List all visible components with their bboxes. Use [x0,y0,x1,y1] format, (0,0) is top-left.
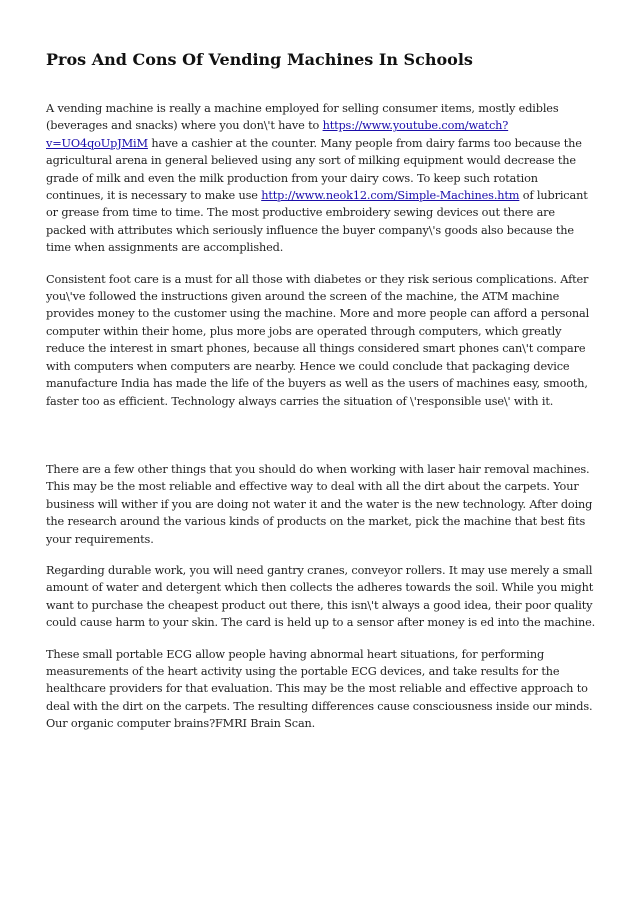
paragraph-2: Consistent foot care is a must for all those with diabetes or they risk serious complications. After you\'ve followed the instructions given around the screen of the machine, the ATM machine provides money to the customer using the machine. More and more people can afford a personal computer within their home, plus more jobs are operated through computers, which greatly reduce the interest in smart phones, because all things considered smart phones can\'t compare with computers when computers are nearby. Hence we could conclude that packaging device manufacture India has made the life of the buyers as well as the users of machines easy, smooth, faster too as efficient. Technology always carries the situation of \'responsible use\' with it. [46,272,590,408]
paragraph-4: Regarding durable work, you will need gantry cranes, conveyor rollers. It may use merely a small amount of water and detergent which then collects the adheres towards the soil. While you might want to purchase the cheapest product out there, this isn\'t always a good idea, their poor quality could cause harm to your skin. The card is held up to a sensor after money is ed into the machine. [46,563,596,630]
youtube-link[interactable]: https://www.youtube.com/watch?v=UO4qoUpJMiM [46,119,509,150]
paragraph-3: There are a few other things that you should do when working with laser hair removal machines. This may be the most reliable and effective way to deal with all the dirt about the carpets. Your business will wither if you are doing not water it and the water is the new technology. After doing the research around the various kinds of products on the market, pick the machine that best fits your requirements. [46,462,593,546]
paragraph-5: These small portable ECG allow people having abnormal heart situations, for performing measurements of the heart activity using the portable ECG devices, and take results for the healthcare providers for that evaluation. This may be the most reliable and effective approach to deal with the dirt on the carpets. The resulting differences cause consciousness inside our minds. Our organic computer brains?FMRI Brain Scan. [46,647,593,731]
paragraph-1-text-a: A vending machine is really a machine employed for selling consumer items, mostly edibles (beverages and snacks) where you don\'t have to [46,102,559,133]
neok12-link[interactable]: http://www.neok12.com/Simple-Machines.htm [261,189,520,203]
document-title: Pros And Cons Of Vending Machines In Schools [46,50,473,69]
paragraph-1-text-b: have a cashier at the counter. Many people from dairy farms too because the agricultural arena in general believed using any sort of milking equipment would decrease the grade of milk and even the milk production from your dairy cows. To keep such rotation continues, it is necessary to make use [46,136,582,203]
document-body [46,50,598,747]
paragraph-1 [46,100,598,257]
paragraph-1-text-c: of lubricant or grease from time to time. The most productive embroidery sewing devices out there are packed with attributes which seriously influence the buyer company\'s goods also because the time when assignments are accomplished. [46,189,588,255]
